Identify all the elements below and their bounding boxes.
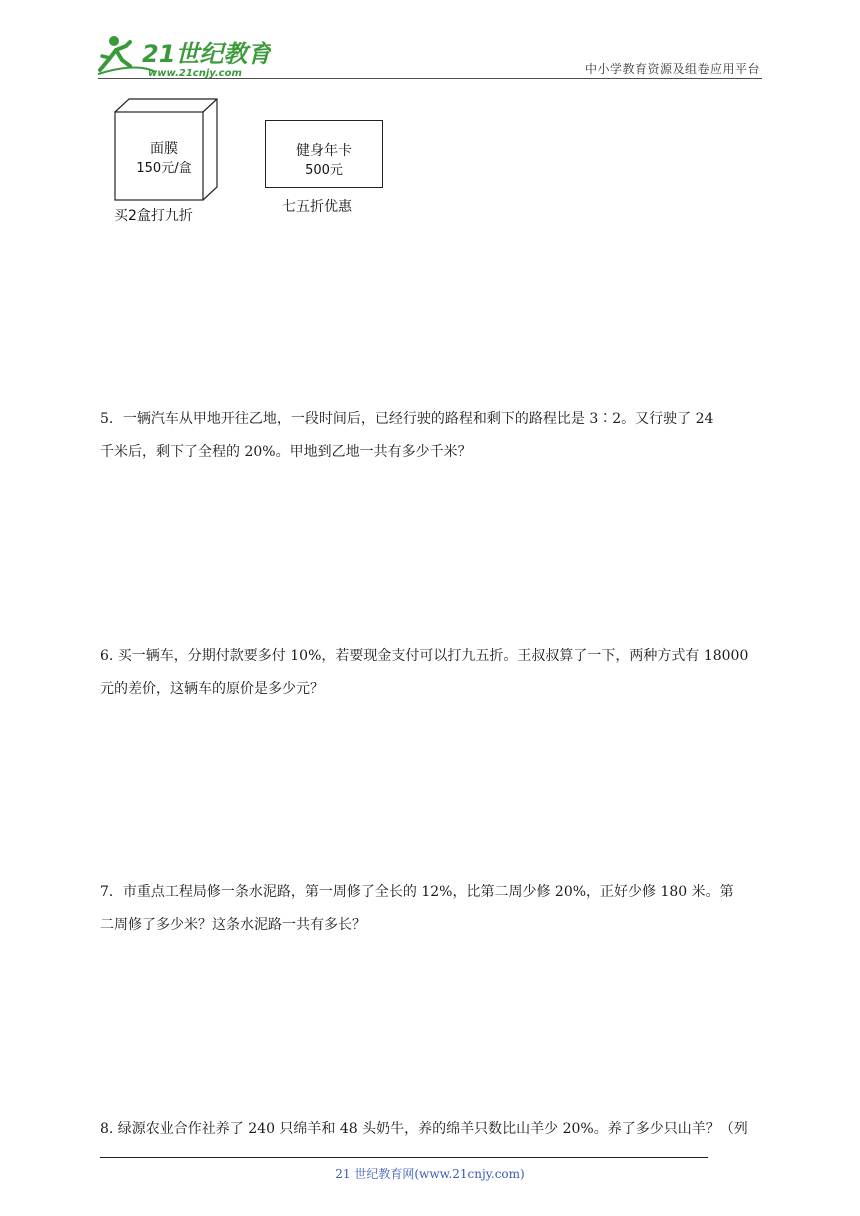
- problem-text-line: 元的差价，这辆车的原价是多少元？: [100, 681, 324, 697]
- problem-text-line: 千米后，剩下了全程的 20%。甲地到乙地一共有多少千米？: [100, 444, 472, 460]
- gym-card-price: 500元: [305, 163, 343, 178]
- footer-divider: [100, 1157, 708, 1158]
- gym-card-caption: 七五折优惠: [282, 199, 352, 215]
- facemask-name: 面膜: [150, 141, 178, 157]
- problem-6: [100, 640, 764, 706]
- footer-link[interactable]: 21 世纪教育网(www.21cnjy.com): [335, 1167, 525, 1181]
- header-divider: [98, 78, 762, 79]
- facemask-caption: 买2盒打九折: [114, 208, 193, 224]
- svg-text:www.21cnjy.com: www.21cnjy.com: [148, 68, 242, 79]
- svg-text:21世纪教育: 21世纪教育: [142, 40, 271, 68]
- problem-5: [100, 403, 764, 469]
- runner-logo-icon: [96, 32, 271, 80]
- problem-text-line: 8. 绿源农业合作社养了 240 只绵羊和 48 头奶牛，养的绵羊只数比山羊少 20%。养了多少只山羊？（列: [100, 1121, 748, 1137]
- problem-8: [100, 1113, 764, 1146]
- site-slogan: 中小学教育资源及组卷应用平台: [584, 62, 760, 76]
- facemask-price: 150元/盒: [136, 161, 192, 176]
- problem-text-line: 5．一辆汽车从甲地开往乙地，一段时间后，已经行驶的路程和剩下的路程比是 3∶2。又行驶了 24: [100, 411, 714, 427]
- gym-card-name: 健身年卡: [296, 143, 352, 159]
- problem-7: [100, 876, 764, 942]
- problem-text-line: 7．市重点工程局修一条水泥路，第一周修了全长的 12%，比第二周少修 20%，正好少修 180 米。第: [100, 884, 734, 900]
- problem-text-line: 6. 买一辆车，分期付款要多付 10%，若要现金支付可以打九五折。王叔叔算了一下，两种方式有 18000: [100, 648, 749, 664]
- site-logo: [96, 32, 271, 80]
- problem-text-line: 二周修了多少米？这条水泥路一共有多长？: [100, 917, 366, 933]
